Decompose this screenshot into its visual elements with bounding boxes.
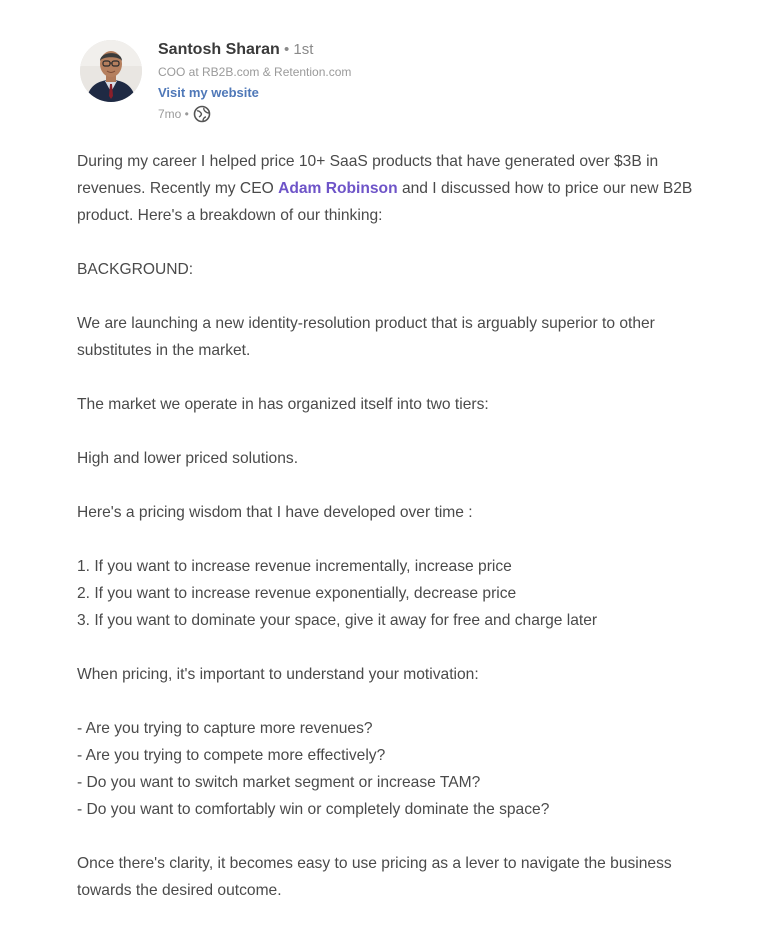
post-header: [80, 38, 680, 138]
wisdom-intro: Here's a pricing wisdom that I have developed over time :: [77, 504, 473, 521]
background-heading: BACKGROUND:: [77, 261, 194, 278]
connection-degree: 1st: [293, 41, 314, 58]
wisdom-item: 1. If you want to increase revenue incrementally, increase price: [77, 558, 512, 575]
motivation-item: - Are you trying to compete more effectively?: [77, 747, 386, 764]
intro-text-1: During my career I helped price 10+ SaaS products that have generated over $3B in revenues. Recently my CEO: [77, 153, 659, 197]
closing-paragraph: Once there's clarity, it becomes easy to use pricing as a lever to navigate the business towards the desired outcome.: [77, 855, 672, 899]
mention-adam-robinson[interactable]: Adam Robinson: [278, 180, 398, 197]
market-paragraph: The market we operate in has organized itself into two tiers:: [77, 396, 489, 413]
wisdom-item: 3. If you want to dominate your space, give it away for free and charge later: [77, 612, 598, 629]
intro-text-2: and I discussed how to price our new B2B product. Here's a breakdown of our thinking:: [77, 180, 693, 224]
author-name[interactable]: Santosh Sharan: [158, 41, 280, 58]
post-body: [77, 148, 727, 904]
post-time: [158, 104, 658, 124]
globe-icon: [193, 105, 211, 123]
author-avatar[interactable]: [80, 40, 142, 102]
author-meta: [158, 38, 658, 124]
degree-separator: •: [279, 41, 294, 58]
author-headline: COO at RB2B.com & Retention.com: [158, 65, 352, 79]
intro-paragraph: [77, 148, 727, 229]
motivation-item: - Do you want to switch market segment or increase TAM?: [77, 774, 481, 791]
background-paragraph: We are launching a new identity-resolution product that is arguably superior to other substitutes in the market.: [77, 315, 655, 359]
motivation-item: - Are you trying to capture more revenues?: [77, 720, 373, 737]
author-name-line: [158, 38, 658, 62]
motivation-item: - Do you want to comfortably win or completely dominate the space?: [77, 801, 550, 818]
avatar-photo-icon: [80, 40, 142, 102]
visit-website-link[interactable]: Visit my website: [158, 85, 259, 100]
wisdom-item: 2. If you want to increase revenue exponentially, decrease price: [77, 585, 517, 602]
tiers-paragraph: High and lower priced solutions.: [77, 450, 299, 467]
post-timestamp: 7mo •: [158, 107, 189, 121]
motivation-intro: When pricing, it's important to understand your motivation:: [77, 666, 479, 683]
